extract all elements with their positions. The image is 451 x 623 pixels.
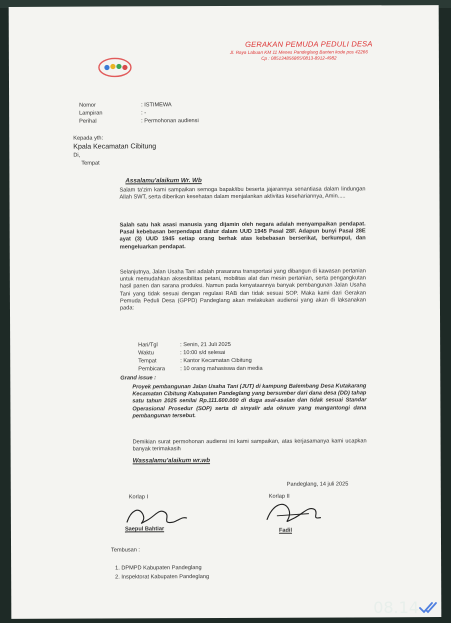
perihal-label: Perihal (79, 118, 97, 125)
nomor-label: Nomor (79, 102, 96, 109)
kepada: Kepada yth: (73, 135, 104, 142)
perihal-value: : Permohonan audiensi (141, 118, 199, 125)
tembusan-item-1: 1. DPMPD Kabupaten Pandeglang (115, 565, 202, 572)
closing-paragraph: Demikian surat permohonan audiensi ini kami sampaikan, atas kerjasamanya kami ucapkan banyak terimakasih (132, 438, 367, 453)
salam-opening: Assalamu'alaikum Wr. Wb (125, 177, 202, 185)
nomor-value: : ISTIMEWA (141, 102, 172, 109)
letter-page (9, 5, 442, 619)
signature-2-mark (259, 493, 329, 530)
tembusan-item-2: 2. Inspektorat Kabupaten Pandeglang (115, 574, 210, 581)
paragraph-hak-asasi: Salah satu hak asasi manusia yang dijamin oleh negara adalah menyampaikan pendapat. Pasal kebebasan berpendapat diatur dalam UUD 1945 Pasal 28F. Adapun bunyi Pasal 28E ayat (3) UUD 1945 setiap orang berhak atas kebebasan berserikat, berkumpul, dan mengeluarkan pendapat. (119, 221, 366, 251)
paragraph-salam: Salam ta'zim kami sampaikan semoga bapak/ibu beserta jajarannya senantiasa dalam lindungan Allah SWT, serta diberikan kesehatan dalam menjalankan aktivitas kesehariannya, Amin..... (119, 186, 366, 201)
schedule-value-1: : 10:00 s/d selesai (180, 349, 226, 357)
tembusan-label: Tembusan : (111, 547, 140, 554)
read-receipt-icon (419, 601, 441, 615)
letterhead-address (169, 49, 429, 62)
recipient-tempat: Tempat (81, 160, 100, 167)
salam-closing: Wassalamu'alaikum wr.wb (132, 457, 211, 465)
grand-issue-text: Proyek pembangunan Jalan Usaha Tani (JUT) di kampung Balembang Desa Kutakarang Kecamatan Cibitung Kabupaten Pandeglang yang bersumber dari dana desa (DD) tahap satu tahun 2025 senilai Rp.111.600.000 di duga asal-asalan dan tidak sesuai Standar Operasional Prosedur (SOP) serta di sinyalir ada oknum yang mangantongi dana pembangunan tersebut. (132, 383, 367, 420)
signer-2-role: Korlap II (268, 493, 290, 500)
gppd-logo (95, 52, 135, 82)
grand-issue-label: Grand issue : (120, 375, 157, 382)
schedule-label-1: Waktu (138, 350, 154, 357)
message-timestamp: 08.14 (373, 598, 419, 617)
signer-1-name: Saepul Bahtiar (124, 526, 165, 533)
letterhead-org: GERAKAN PEMUDA PEDULI DESA (245, 39, 373, 49)
letterhead-street: Jl. Raya Labuan KM 11 Menes Pandeglang Banten kode pos 42266 (229, 49, 368, 55)
schedule-label-0: Hari/Tgl (138, 342, 158, 349)
paragraph-jalan-usaha-tani: Selanjutnya, Jalan Usaha Tani adalah prasarana transportasi yang dibangun di kawasan pertanian untuk memudahkan aksesibilitas petani, mobilitas alat dan mesin pertanian, serta pengangkutan hasil panen dan sarana produksi. Namun pada kenyataannya banyak pembangunan Jalan Usaha Tani yang tidak sesuai dengan regulasi RAB dan tidak sesuai SOP. Maka kami dari Gerakan Pemuda Peduli Desa (GPPD) Pandeglang akan melakukan audiensi yang akan di laksanakan pada: (119, 268, 366, 312)
place-date: Pandeglang, 14 juli 2025 (286, 481, 349, 488)
schedule-value-2: : Kantor Kecamatan Cibitung (180, 357, 252, 365)
recipient-di: Di, (73, 152, 81, 159)
schedule-label-2: Tempat (138, 358, 157, 365)
schedule-label-3: Pembicara (138, 366, 166, 373)
signer-1-role: Korlap I (128, 494, 149, 501)
schedule-value-0: : Senin, 21 Juli 2025 (180, 341, 231, 349)
signer-2-name: Fadil (278, 527, 293, 534)
recipient-name: Kpala Kecamatan Cibitung (73, 143, 157, 151)
letterhead-contact: Cp : 085134856865/0813-8912-4982 (261, 55, 337, 61)
lampiran-value: : - (141, 110, 147, 117)
schedule-value-3: : 10 orang mahasiswa dan media (180, 365, 263, 373)
lampiran-label: Lampiran (79, 110, 103, 117)
